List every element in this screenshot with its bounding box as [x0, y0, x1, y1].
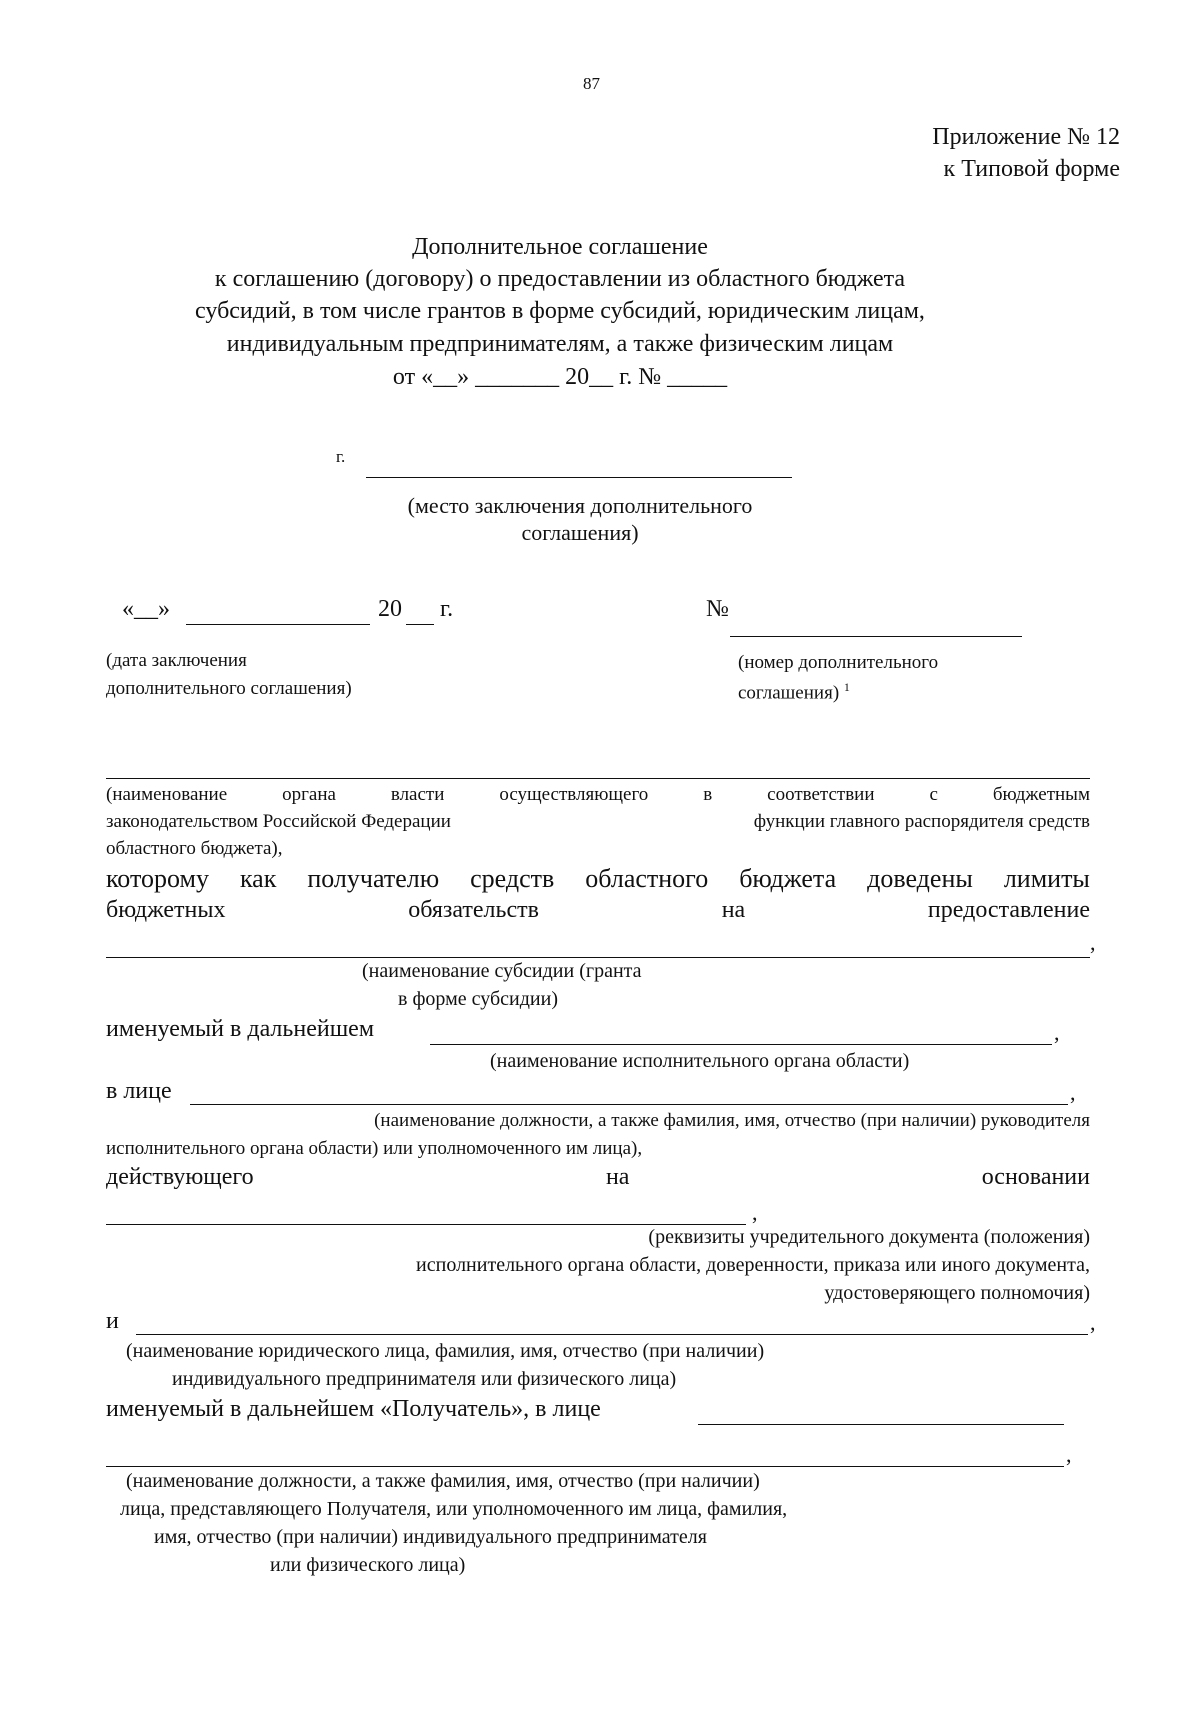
recipient-caption-2: лица, представляющего Получателя, или уполномоченного им лица, фамилия,	[120, 1498, 788, 1520]
and-prefix: и	[106, 1308, 119, 1334]
number-caption-1: (номер дополнительного	[738, 652, 939, 673]
recipient-caption-3: имя, отчество (при наличии) индивидуального предпринимателя	[154, 1526, 707, 1548]
named-caption: (наименование исполнительного органа области)	[490, 1050, 910, 1072]
basis-comma: ,	[752, 1200, 758, 1225]
title-line-5: от «__» _______ 20__ г. № _____	[392, 364, 728, 390]
organ-caption-2-left: законодательством Российской Федерации	[106, 811, 451, 832]
subsidy-caption-1: (наименование субсидии (гранта	[362, 960, 642, 982]
recipient-caption-4: или физического лица)	[270, 1554, 466, 1576]
and-comma: ,	[1090, 1310, 1096, 1335]
basis-line: действующего на основании	[106, 1164, 1090, 1190]
person-caption-2: исполнительного органа области) или уполномоченного им лица),	[106, 1138, 643, 1159]
date-year-suffix: г.	[440, 596, 454, 622]
person-comma: ,	[1070, 1080, 1076, 1105]
named-label: именуемый в дальнейшем	[106, 1016, 375, 1042]
date-day: «__»	[122, 596, 170, 622]
title-line-3: субсидий, в том числе грантов в форме субсидий, юридическим лицам,	[195, 298, 925, 324]
subsidy-comma: ,	[1090, 930, 1096, 955]
subsidy-caption-2: в форме субсидии)	[398, 988, 558, 1010]
date-month-field[interactable]	[186, 624, 370, 625]
recipient-caption-1: (наименование должности, а также фамилия, имя, отчество (при наличии)	[126, 1470, 760, 1492]
limits-line-2: бюджетных обязательств на предоставление	[106, 897, 1090, 923]
title-line-2: к соглашению (договору) о предоставлении из областного бюджета	[214, 266, 906, 292]
number-symbol: №	[706, 596, 729, 622]
person-prefix: в лице	[106, 1078, 172, 1104]
named-comma: ,	[1054, 1020, 1060, 1045]
place-caption-2: соглашения)	[521, 520, 639, 545]
footnote-mark: 1	[843, 680, 850, 694]
basis-caption-2: исполнительного органа области, доверенности, приказа или иного документа,	[416, 1254, 1090, 1276]
title-line-4: индивидуальным предпринимателям, а также физическим лицам	[226, 331, 894, 357]
basis-caption-1: (реквизиты учредительного документа (положения)	[648, 1226, 1090, 1248]
recipient-comma: ,	[1066, 1442, 1072, 1467]
place-field[interactable]	[366, 477, 792, 478]
and-caption-2: индивидуального предпринимателя или физического лица)	[172, 1368, 677, 1390]
page-number: 87	[583, 74, 600, 93]
person-field[interactable]	[190, 1104, 1068, 1105]
appendix-number: Приложение № 12	[932, 124, 1120, 150]
and-caption-1: (наименование юридического лица, фамилия, имя, отчество (при наличии)	[126, 1340, 765, 1362]
place-prefix: г.	[336, 447, 346, 466]
subsidy-field[interactable]	[106, 957, 1090, 958]
appendix-form: к Типовой форме	[943, 156, 1120, 182]
organ-field[interactable]	[106, 778, 1090, 779]
organ-caption-3: областного бюджета),	[106, 838, 283, 859]
number-field[interactable]	[730, 636, 1022, 637]
organ-caption-1: (наименование органа власти осуществляющего в соответствии с бюджетным	[106, 784, 1090, 805]
recipient-person-field-1[interactable]	[698, 1424, 1064, 1425]
number-caption-2: соглашения) $^1$	[738, 680, 850, 704]
date-year-prefix: 20	[378, 596, 402, 622]
recipient-person-field-2[interactable]	[106, 1466, 1064, 1467]
legal-entity-field[interactable]	[136, 1334, 1088, 1335]
basis-field[interactable]	[106, 1224, 746, 1225]
date-caption-1: (дата заключения	[106, 650, 247, 671]
title-line-1: Дополнительное соглашение	[412, 234, 708, 260]
executive-body-field[interactable]	[430, 1044, 1052, 1045]
place-caption-1: (место заключения дополнительного	[407, 493, 753, 518]
date-caption-2: дополнительного соглашения)	[106, 678, 352, 699]
recipient-label: именуемый в дальнейшем «Получатель», в лице	[106, 1396, 601, 1422]
basis-caption-3: удостоверяющего полномочия)	[824, 1282, 1090, 1304]
person-caption-1: (наименование должности, а также фамилия, имя, отчество (при наличии) руководителя	[374, 1110, 1090, 1131]
date-year-field[interactable]	[406, 624, 434, 625]
limits-line-1: которому как получателю средств областного бюджета доведены лимиты	[106, 864, 1090, 893]
organ-caption-2-right: функции главного распорядителя средств	[753, 811, 1090, 832]
